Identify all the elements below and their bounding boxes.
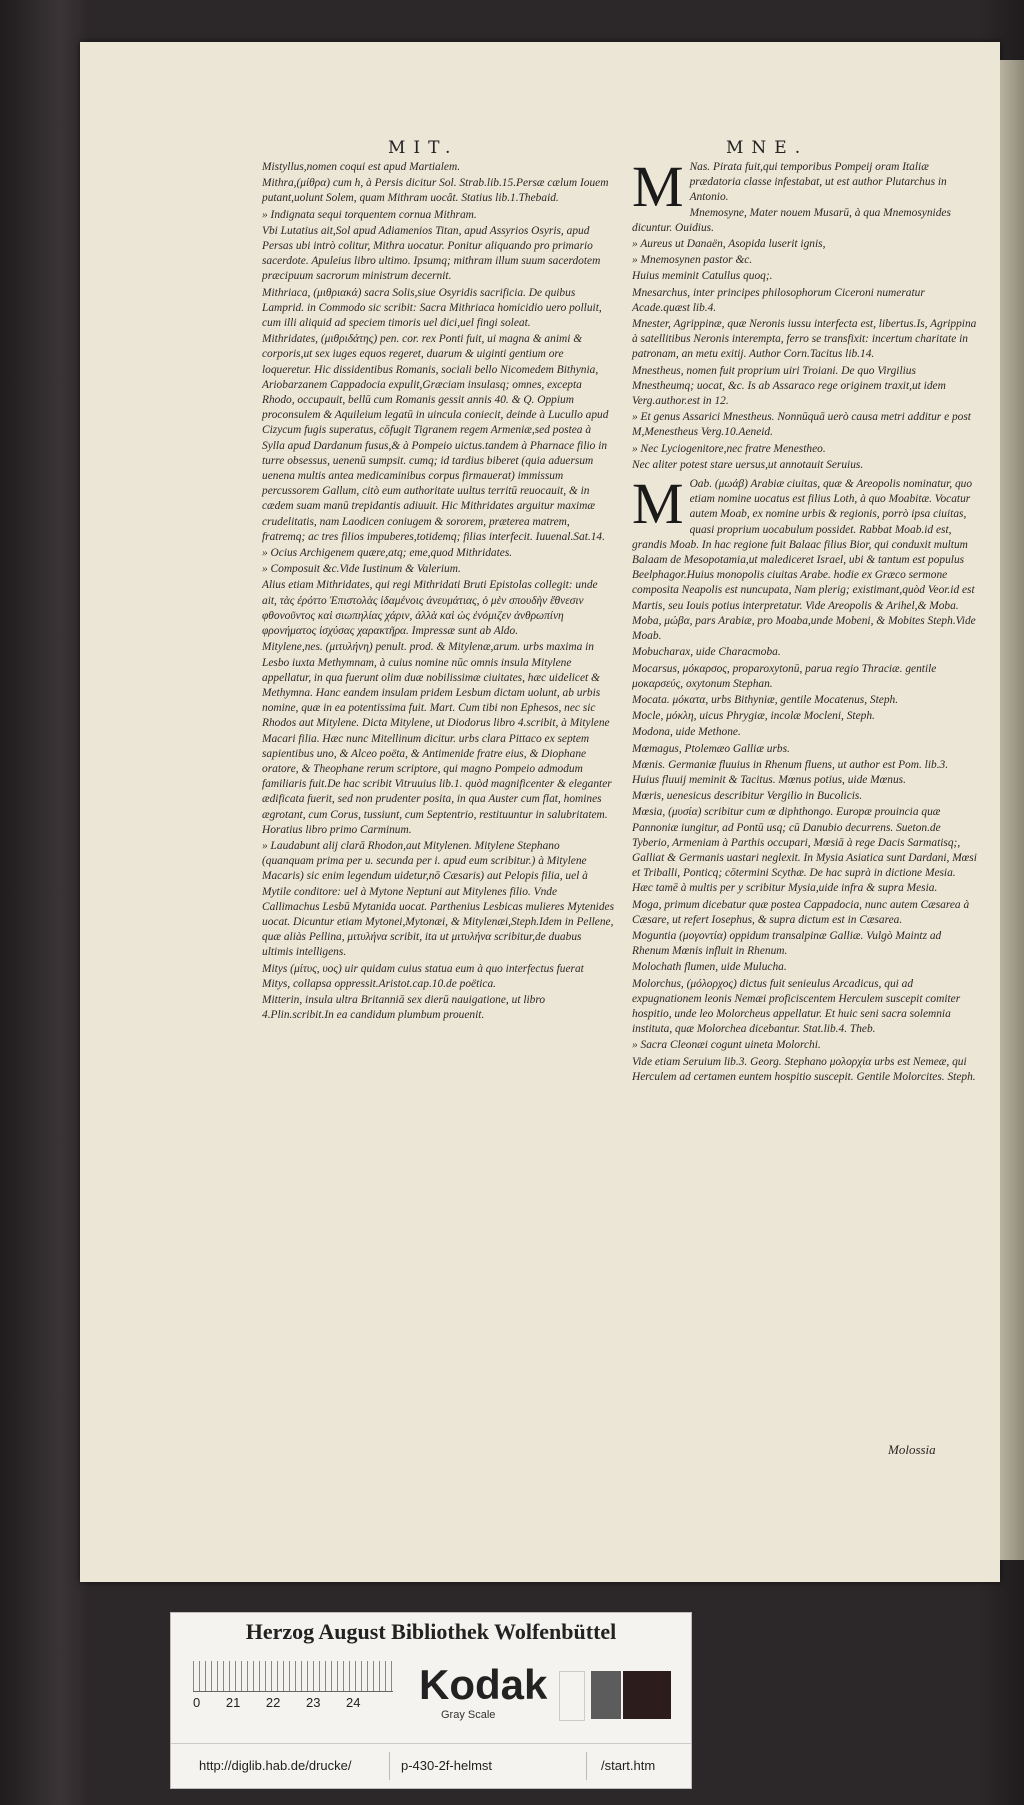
page-edge (1000, 60, 1024, 1560)
dictionary-entry: Alius etiam Mithridates, qui regi Mithridati Bruti Epistolas collegit: unde ait, τὰς ἐρόττο Ἐπιστολὰς ἰδαμένοις ἀνευμάτιας, ὁ μὲν σπουδὴν ἔθνεσιν φθονοῦντος καὶ σιωπηλίας χάριν, ἀλλὰ καὶ ὡς ἐνόμιζεν ἀνθρωπίνη φρονήματος ἰσχύσας χαρακτῆρα. Impressæ sunt ab Aldo. (262, 579, 598, 638)
library-color-card (170, 1612, 692, 1789)
dictionary-entry: Mobucharax, uide Characmoba. (632, 646, 781, 659)
catchword: Molossia (888, 1442, 936, 1457)
dictionary-entry: » Indignata sequi torquentem cornua Mithram. (262, 208, 477, 221)
ruler-numbers: 0 21 22 23 24 (193, 1695, 361, 1710)
dictionary-entry: Vbi Lutatius ait,Sol apud Adiamenios Titan, apud Assyrios Osyris, apud Persas ubi intrò colitur, Mithra uocatur. Ponitur aliquando pro primario sacerdote. Apuleius libro ultimo. Ipsumq; mithram illum suum sacerdotem præcipuum sacrorum ministrum decernit. (262, 224, 601, 283)
drop-capital: M (632, 471, 684, 537)
dictionary-entry: Mœris, uenesicus describitur Vergilio in Bucolicis. (632, 790, 863, 803)
dictionary-entry: Mocarsus, μόκαρσος, proparoxytonū, parua regio Thraciæ. gentile μοκαρσεύς, oxytonum Stephan. (632, 662, 937, 690)
dictionary-entry: Mnemosyne, Mater nouem Musarū, à qua Mnemosynides dicuntur. Ouidius. (632, 206, 951, 234)
entry-text: Oab. (μωάβ) Arabiæ ciuitas, quæ & Areopolis nominatur, quo etiam nomine uocatus est filius Loth, à quo Moabitæ. Vocatur autem Moab, ex nomine urbis & regionis, porrò ipsa ciuitas, quasi proprium uocabulum possidet. Rabbat Moab.id est, grandis Moab. In hac regione fuit Balaac filius Bior, qui conduxit multum Balaam de Mesopotamia,ut malediceret Israel, ubi & tantum est populus Beelphagor.Huius monopolis ciuitas Arabe. hodie ex Græco sermone composita Neapolis est nuncupata, Nam plerig; existimant,quòd Veor.id est Martis, seu Iouis potius interpretatur. Vide Areopolis & Arihel,& Moba. (632, 478, 975, 612)
dictionary-entry: Modona, uide Methone. (632, 726, 741, 739)
dictionary-entry: Mœsia, (μυσία) scribitur cum œ diphthongo. Europæ prouincia quæ Pannoniæ iungitur, ad Pontū usq; cū Danubio decurrens. Sueton.de Tyberio, Armeniam à Parthis occupari, Mœsiā à rege Dacis Sarmatisq;, Galliat & Germanis uastari neglexit. In Mysia Asiatica sunt Dardani, Mœsi et Triballi, Ponticq; cōtermini Scythæ. De hac suprà in dictione Mesia. Hæc tamē à multis per y scribitur Mysia,uide infra & supra Mesia. (632, 806, 977, 895)
dictionary-entry: Mithridates, (μιθριδάτης) pen. cor. rex Ponti fuit, ui magna & animi & corporis,ut sex iuges equos regeret, duarum & uiginti gentium ore loqueretur. Hic dissidentibus Romanis, sociali bello Nicomedem Bithynia, Ariobarzanem Cappadocia expulit,Græciam insulasq; omnes, excepta Rhodo, occupauit, bellū cum Romanis gessit annis 40. & Q. Oppium proconsulem & Aquileium legatū in uincula coniecit, deinde à Lucullo apud Cizycum fugis superatus, cōfugit Tigranem regem Armeniæ,sed postea à Sylla apud Dardanum fusus,& à Pompeio uictus.tandem à Pharnace filio in turre obsessus, uenenū sumpsit. cumq; id tardius biberet (quia aduersum uenena multis antea medicaminibus corpus firmauerat) immissum percussorem Gallum, citò eum authoritate uultus territū reuocauit, & in cædem suam manū trepidantis adiuuit. Hic Mithridates arguitur maximæ crudelitatis, nam Laodicen coniugem & sororem, præterea matrem, fratremq; ac tres filios impuberes,totidemq; filias interfecit. Iuuenal.Sat.14. (262, 333, 609, 543)
left-text-column (262, 160, 614, 1024)
right-running-header: MNE. (726, 138, 809, 158)
url-separator (586, 1752, 587, 1780)
url-page-id[interactable]: p-430-2f-helmst (401, 1758, 493, 1773)
dictionary-entry: Moguntia (μογοντία) oppidum transalpinæ Galliæ. Vulgò Maintz ad Rhenum Mœnis influit in Rhenum. (632, 929, 942, 958)
dictionary-entry: Molochath flumen, uide Mulucha. (632, 961, 787, 974)
dictionary-entry: » Et genus Assarici Mnestheus. Nonnūquā uerò causa metri additur e post M,Menestheus Verg.10.Aeneid. (632, 411, 971, 439)
library-name: Herzog August Bibliothek Wolfenbüttel (245, 1619, 617, 1644)
dictionary-entry: » Ocius Archigenem quære,atq; eme,quod Mithridates. (262, 547, 513, 560)
dictionary-entry: » Laudabunt alij clarā Rhodon,aut Mitylenen. Mitylene Stephano (quanquam prima per u. secunda per i. apud eum scribitur.) à Mitylene Macaris) sic enim legendum uidetur,nō Cæsaris) aut Pelopis filia, uel à Mytile conditore: uel à Mytone Neptuni aut Mitylenes filio. Vnde Callimachus Lesbū Mytanida uocat. Parthenius Lesbicas mulieres Mytenides uocat. Dicuntur etiam Mytonei,Mytonæi, & Mitylenæi,Steph.Idem in Pellene, quæ aliàs Pellina, μιτυλήνα scribit, ita ut μιτυλήνα scribitur,de duabus ultimis intelligens. (262, 839, 615, 959)
dictionary-entry: Mithra,(μίθρα) cum h, à Persis dicitur Sol. Strab.lib.15.Persæ cælum Iouem putant,uolunt Solem, quam Mithram uocât. Statius lib.1.Thebaid. (262, 177, 609, 205)
dictionary-entry: Mnestheus, nomen fuit proprium uiri Troiani. De quo Virgilius Mnestheumq; uocat, &c. Is ab Assaraco rege originem traxit,ut idem Verg.author.est in 12. (632, 364, 946, 408)
left-running-header: MIT. (388, 138, 459, 158)
dictionary-entry: Huius meminit Catullus quoq;. (632, 270, 773, 283)
dictionary-entry: Mitylene,nes. (μιτυλήνη) penult. prod. & Mitylenæ,arum. urbs maxima in Lesbo iuxta Methymnam, à cuius nomine nūc omnis insula Mitylene appellatur, in qua fuerunt olim duæ nobilissimæ ciuitates, hæc uidelicet & Methymna. Hanc eandem insulam pridem Lesbum dictam uolunt, ab urbis nomine, quæ in ea potentissima fuit. Mart. Cum tibi non Ephesos, nec sic Rhodos aut Mitylene. Dicta Mitylene, ut Diodorus libro 4.scribit, à Mitylene Macari filia. Hæc nunc Mitellinum dicitur. urbs clara Pittaco ex septem sapientibus uno, & Alceo poëta, & Antimenide fratre eius, & Diophane oratore, & Theophane rerum scriptore, qui magno Pompeio admodum familiaris fuit.De hac scribit Vitruuius lib.1. quòd magnificenter & eleganter ædificata fuerit, sed non prudenter posita, in qua Auster cum flat, homines ægrotant, cum Corus, tussiunt, cum Septentrio, restituuntur in salubritatem. Horatius libro primo Carminum. (262, 641, 612, 836)
dictionary-entry: Mitys (μίτυς, υος) uir quidam cuius statua eum à quo interfectus fuerat Mitys, collapsa oppressit.Aristot.cap.10.de poëtica. (262, 962, 584, 990)
entry-moab (632, 471, 977, 614)
dictionary-entry: » Sacra Cleonæi cogunt uineta Molorchi. (632, 1039, 821, 1052)
dictionary-entry: » Aureus ut Danaën, Asopida luserit ignis, (632, 238, 826, 251)
kodak-logo: Kodak (419, 1661, 548, 1708)
dictionary-entry: Mnesarchus, inter principes philosophorum Ciceroni numeratur Acade.quæst lib.4. (632, 286, 925, 314)
dictionary-entry: Mitterin, insula ultra Britanniā sex dierū nauigatione, ut libro 4.Plin.scribit.In ea candidum plumbum prouenit. (262, 993, 546, 1022)
dictionary-entry: Mithriaca, (μιθριακά) sacra Solis,siue Osyridis sacrificia. De quibus Lamprid. in Commodo sic scribit: Sacra Mithriaca homicidio uero polluit, cum illi aliquid ad speciem timoris uel dici,uel fingi soleat. (262, 286, 602, 330)
url-end[interactable]: /start.htm (601, 1758, 656, 1773)
dictionary-entry: Nec aliter potest stare uersus,ut annotauit Seruius. (632, 458, 864, 471)
dictionary-entry: Mœmagus, Ptolemæo Galliæ urbs. (632, 742, 790, 755)
dictionary-entry: Moga, primum dicebatur quæ postea Cappadocia, nunc autem Cæsarea à Cæsare, ut refert Iosephus, & supra dictum est in Cæsarea. (632, 898, 970, 926)
dictionary-entry: Mœnis. Germaniæ fluuius in Rhenum fluens, ut author est Pom. lib.3. Huius fluuij meminit & Tacitus. Mœnus potius, uide Mœnus. (632, 758, 949, 786)
dictionary-entry: » Mnemosynen pastor &c. (632, 254, 753, 267)
entry-mnas (632, 154, 977, 219)
dictionary-entry: Mistyllus,nomen coqui est apud Martialem. (262, 161, 461, 173)
url-base[interactable]: http://diglib.hab.de/drucke/ (199, 1758, 352, 1773)
url-separator (389, 1752, 390, 1780)
gray-patch-light (559, 1671, 585, 1721)
right-column-part-b (632, 614, 977, 1085)
ruler-scale (193, 1661, 393, 1692)
gray-scale-label: Gray Scale (441, 1709, 496, 1721)
gray-patch-mid (591, 1671, 621, 1719)
dictionary-entry: Mocle, μόκλη, uicus Phrygiæ, incolæ Mocleni, Steph. (632, 710, 875, 723)
gray-patch-dark (623, 1671, 671, 1719)
drop-capital: M (632, 154, 684, 219)
dictionary-entry: Molorchus, (μόλορχος) dictus fuit senieulus Arcadicus, qui ad expugnationem leonis Nemæi proficiscentem Herculem suscepit comiter hospitio, unde leo Molorcheus appellatur. Et huic seni sacra solemnia instituta, quæ Molorchea dicebantur. Stat.lib.4. Theb. (632, 977, 961, 1036)
right-text-column (632, 154, 977, 1086)
dictionary-entry: » Composuit &c.Vide Iustinum & Valerium. (262, 563, 461, 576)
dictionary-entry: Mnester, Agrippinæ, quæ Neronis iussu interfecta est, libertus.Is, Agrippina à satellitibus Neronis interempta, ferro se transfixit: incertum charitate in patronam, an metu exitij. Author Corn.Tacitus lib.14. (632, 318, 977, 361)
entry-text: Nas. Pirata fuit,qui temporibus Pompeij oram Italiæ prædatoria classe infestabat, ut est author Plutarchus in Antonio. (689, 161, 947, 204)
dictionary-entry: Moba, μώβα, pars Arabiæ, pro Moaba,unde Mobeni, & Mobites Steph.Vide Moab. (632, 614, 976, 643)
dictionary-entry: Mocata. μόκατα, urbs Bithyniæ, gentile Mocatenus, Steph. (632, 693, 899, 706)
dictionary-entry: Vide etiam Seruium lib.3. Georg. Stephano μολορχία urbs est Nemeæ, qui Herculem ad certamen euntem hospitio suscepit. Gentile Molorcites. Steph. (632, 1055, 976, 1083)
right-column-part-a (632, 206, 977, 473)
url-bar (171, 1743, 691, 1789)
dictionary-entry: » Nec Lyciogenitore,nec fratre Menestheo. (632, 442, 826, 455)
